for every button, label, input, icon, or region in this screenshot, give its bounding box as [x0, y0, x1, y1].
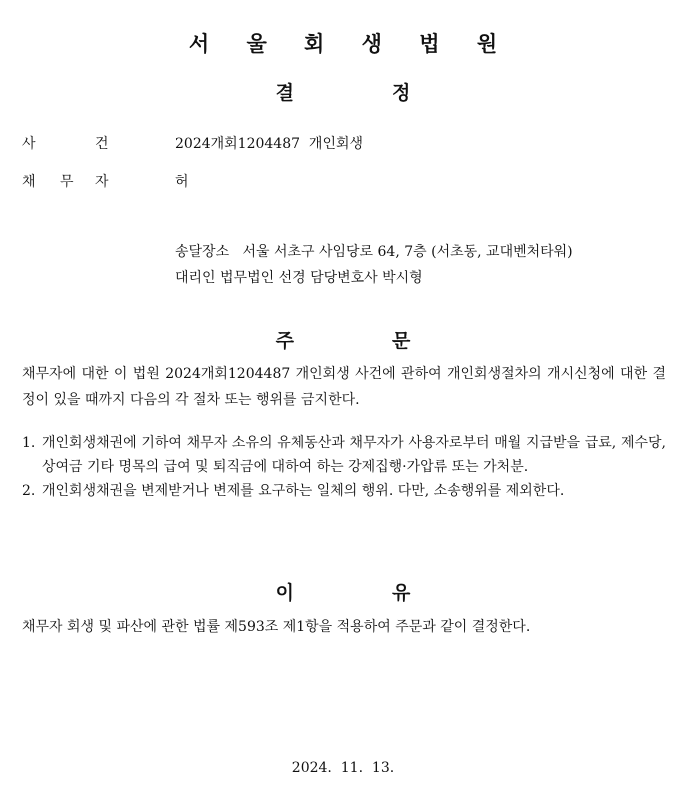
court-name: 서 울 회 생 법 원	[188, 32, 513, 56]
decision-date: 2024. 11. 13.	[291, 760, 395, 776]
debtor-name: 허	[175, 174, 189, 190]
debtor-label-b: 무	[60, 174, 74, 190]
debtor-label-c: 자	[95, 174, 109, 190]
service-address: 송달장소 서울 서초구 사임당로 64, 7층 (서초동, 교대벤처타워)	[175, 244, 573, 260]
reason-heading	[0, 578, 686, 605]
reason-heading-left: 이	[275, 582, 294, 604]
list-item-text: 개인회생채권에 기하여 채무자 소유의 유체동산과 채무자가 사용자로부터 매월 지급받을 급료, 제수당, 상여금 기타 명목의 급여 및 퇴직금에 대하여 하는 강제집행·가압류 또는 가처분.	[42, 435, 666, 475]
list-item	[22, 431, 666, 479]
order-heading-right: 문	[392, 330, 411, 352]
agent-info: 대리인 법무법인 선경 담당변호사 박시형	[175, 270, 423, 286]
list-item-number: 2.	[22, 483, 36, 499]
order-items	[22, 431, 666, 503]
list-item	[22, 479, 666, 503]
list-item-text: 개인회생채권을 변제받거나 변제를 요구하는 일체의 행위. 다만, 소송행위를 제외한다.	[42, 483, 565, 499]
order-heading-left: 주	[275, 330, 294, 352]
order-intro: 채무자에 대한 이 법원 2024개회1204487 개인회생 사건에 관하여 개인회생절차의 개시신청에 대한 결정이 있을 때까지 다음의 각 절차 또는 행위를 금지한다.	[22, 366, 666, 408]
reason-text: 채무자 회생 및 파산에 관한 법률 제593조 제1항을 적용하여 주문과 같이 결정한다.	[22, 619, 531, 635]
list-item-number: 1.	[22, 435, 36, 451]
order-heading	[0, 326, 686, 353]
debtor-label-a: 채	[22, 174, 36, 190]
document-type-right: 정	[392, 82, 411, 104]
case-label-a: 사	[22, 136, 36, 152]
document-type-heading	[0, 78, 686, 105]
case-number: 2024개회1204487 개인회생	[175, 136, 364, 152]
reason-heading-right: 유	[392, 582, 411, 604]
case-label-b: 건	[95, 136, 109, 152]
document-type-left: 결	[275, 82, 294, 104]
